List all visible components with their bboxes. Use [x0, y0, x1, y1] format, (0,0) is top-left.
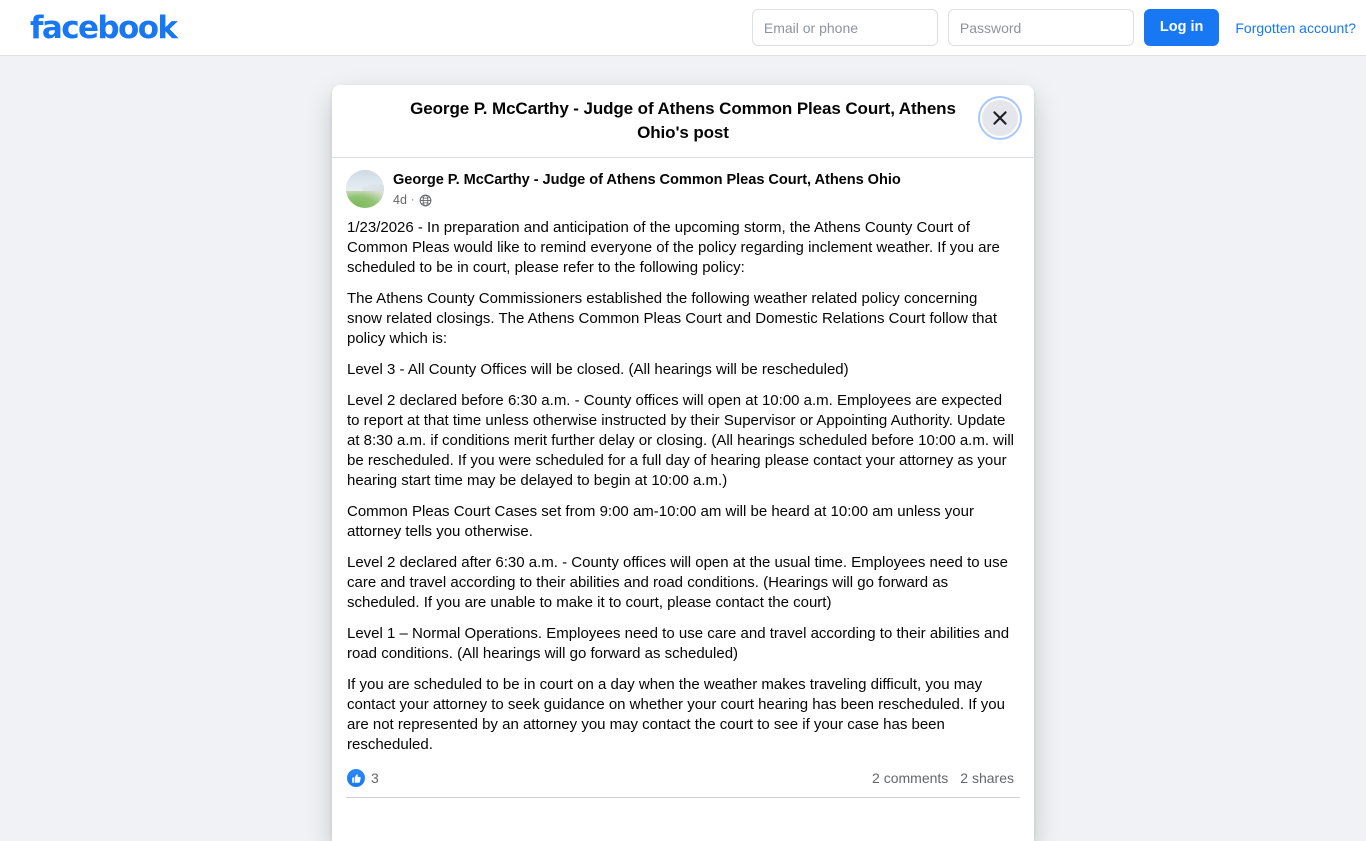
post-paragraph: Level 1 – Normal Operations. Employees need to use care and travel according to their abilities and road conditions. (All hearings will go forward as scheduled): [347, 625, 1010, 662]
site-header: [0, 0, 1366, 56]
reaction-summary[interactable]: [347, 769, 379, 787]
globe-icon[interactable]: [419, 194, 432, 207]
shares-count[interactable]: 2 shares: [960, 770, 1014, 786]
post-paragraph: Common Pleas Court Cases set from 9:00 am-10:00 am will be heard at 10:00 am unless your attorney tells you otherwise.: [347, 503, 974, 540]
post-paragraph: Level 3 - All County Offices will be closed. (All hearings will be rescheduled): [347, 361, 849, 378]
post-content: [332, 158, 1034, 841]
avatar[interactable]: [346, 170, 384, 208]
post-paragraph: 1/23/2026 - In preparation and anticipation of the upcoming storm, the Athens County Court of Common Pleas would like to remind everyone of the policy regarding inclement weather. If you are scheduled to be in court, please refer to the following policy:: [347, 219, 1000, 276]
login-form: [752, 9, 1356, 46]
post-dialog: [332, 85, 1034, 841]
post-author-name[interactable]: George P. McCarthy - Judge of Athens Common Pleas Court, Athens Ohio: [393, 172, 901, 188]
avatar-ground: [346, 191, 384, 208]
reaction-counts: [872, 770, 1014, 786]
post-paragraph: The Athens County Commissioners established the following weather related policy concerning snow related closings. The Athens Common Pleas Court and Domestic Relations Court follow that policy which is:: [347, 290, 998, 347]
close-icon: [992, 110, 1008, 126]
reaction-count: 3: [371, 770, 379, 786]
log-in-button[interactable]: Log in: [1144, 9, 1220, 46]
post-paragraph: Level 2 declared before 6:30 a.m. - County offices will open at 10:00 a.m. Employees are expected to report at that time unless otherwise instructed by their Supervisor or Appointing Authority. Update at 8:30 a.m. if conditions merit further delay or closing. (All hearings scheduled before 10:00 a.m. will be rescheduled. If you were scheduled for a full day of hearing please contact your attorney as your hearing start time may be delayed to begin at 10:00 a.m.): [347, 392, 1015, 489]
close-button[interactable]: [982, 100, 1018, 136]
post-meta: [393, 192, 901, 209]
comments-count[interactable]: 2 comments: [872, 770, 949, 786]
thumbs-up-icon: [347, 769, 365, 787]
dialog-header: [332, 85, 1034, 158]
meta-separator: ·: [410, 194, 415, 206]
facebook-logo[interactable]: facebook: [30, 10, 177, 46]
post-paragraph: If you are scheduled to be in court on a day when the weather makes traveling difficult, you may contact your attorney to seek guidance on whether your court hearing has been rescheduled. If you are not represented by an attorney you may contact the court to see if your case has been rescheduled.: [347, 676, 1005, 753]
dialog-title: George P. McCarthy - Judge of Athens Common Pleas Court, Athens Ohio's post: [410, 99, 956, 142]
post-header: [346, 170, 1014, 209]
post-timestamp[interactable]: 4d: [393, 193, 407, 207]
email-or-phone-input[interactable]: [752, 9, 938, 46]
post-text: [346, 218, 1014, 755]
post-author-block: [393, 170, 901, 209]
password-input[interactable]: [948, 9, 1134, 46]
forgotten-account-link[interactable]: Forgotten account?: [1235, 19, 1356, 36]
post-paragraph: Level 2 declared after 6:30 a.m. - County offices will open at the usual time. Employees need to use care and travel according to their abilities and road conditions. (Hearings will go forward as scheduled. If you are unable to make it to court, please contact the court): [347, 554, 1008, 611]
reaction-bar: [346, 765, 1020, 798]
